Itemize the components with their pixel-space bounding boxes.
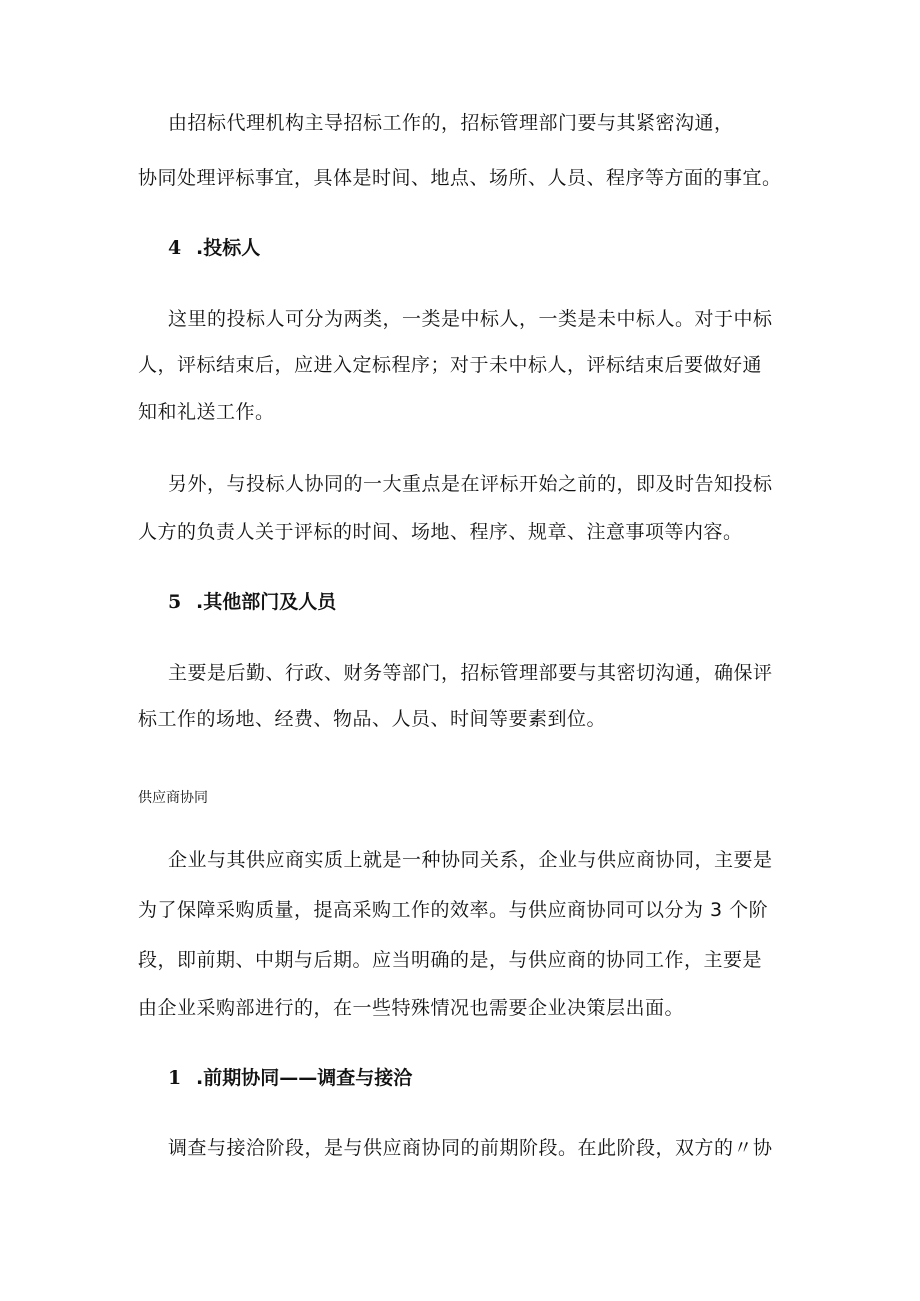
section-heading-5 [168, 588, 336, 616]
paragraph-line: 企业与其供应商实质上就是一种协同关系，企业与供应商协同，主要是 [168, 849, 773, 871]
section-title: 供应商协同 [138, 790, 208, 806]
paragraph-line: 主要是后勤、行政、财务等部门，招标管理部要与其密切沟通，确保评 [168, 662, 773, 684]
paragraph-line: 由企业采购部进行的，在一些特殊情况也需要企业决策层出面。 [138, 997, 685, 1019]
paragraph-line: 为了保障采购质量，提高采购工作的效率。与供应商协同可以分为 3 个阶 [138, 899, 769, 921]
paragraph-line: 知和礼送工作。 [138, 401, 275, 423]
heading-title: .前期协同——调查与接洽 [196, 1067, 413, 1089]
paragraph-line: 人，评标结束后，应进入定标程序；对于未中标人，评标结束后要做好通 [138, 354, 763, 376]
paragraph-line: 段，即前期、中期与后期。应当明确的是，与供应商的协同工作，主要是 [138, 949, 763, 971]
section-heading-1 [168, 1064, 412, 1092]
heading-number: 1 [168, 1067, 182, 1089]
section-heading-4 [168, 234, 260, 262]
heading-number: 4 [168, 237, 182, 259]
paragraph-line: 这里的投标人可分为两类，一类是中标人，一类是未中标人。对于中标 [168, 308, 773, 330]
paragraph-line: 人方的负责人关于评标的时间、场地、程序、规章、注意事项等内容。 [138, 521, 743, 543]
paragraph-line: 协同处理评标事宜，具体是时间、地点、场所、人员、程序等方面的事宜。 [138, 167, 782, 189]
paragraph-line: 调查与接洽阶段，是与供应商协同的前期阶段。在此阶段，双方的〃协 [168, 1137, 773, 1159]
paragraph-line: 由招标代理机构主导招标工作的，招标管理部门要与其紧密沟通， [168, 112, 734, 134]
paragraph-line: 另外，与投标人协同的一大重点是在评标开始之前的，即及时告知投标 [168, 473, 773, 495]
paragraph-line: 标工作的场地、经费、物品、人员、时间等要素到位。 [138, 708, 607, 730]
heading-title: .其他部门及人员 [196, 591, 337, 613]
heading-title: .投标人 [196, 237, 261, 259]
heading-number: 5 [168, 591, 182, 613]
